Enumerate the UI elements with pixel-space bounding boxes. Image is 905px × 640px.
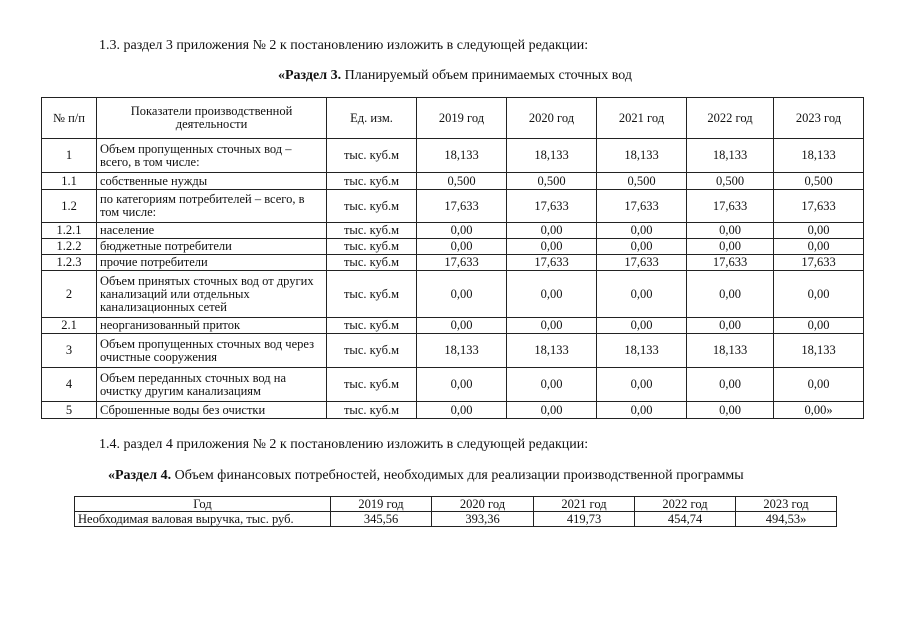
row-number: 1.2.1	[42, 223, 97, 239]
row-value: 0,00	[507, 402, 597, 419]
table1-row	[42, 334, 864, 368]
table2-header-2020: 2020 год	[432, 497, 534, 512]
row-unit: тыс. куб.м	[327, 190, 417, 223]
table2-header-2019: 2019 год	[331, 497, 432, 512]
row-indicator: неорганизованный приток	[97, 318, 327, 334]
table2-row-name: Необходимая валовая выручка, тыс. руб.	[75, 512, 331, 527]
row-value: 18,133	[417, 334, 507, 368]
table1-header-2019: 2019 год	[417, 98, 507, 139]
table2-header-row	[75, 497, 837, 512]
row-indicator: по категориям потребителей – всего, в том числе:	[97, 190, 327, 223]
row-value: 18,133	[774, 334, 864, 368]
row-value: 0,500	[507, 173, 597, 190]
row-value: 18,133	[597, 334, 687, 368]
row-value: 0,00	[774, 368, 864, 402]
row-value: 0,00	[417, 239, 507, 255]
row-value: 0,500	[597, 173, 687, 190]
row-number: 1.2.2	[42, 239, 97, 255]
row-value: 17,633	[597, 255, 687, 271]
table1-title-rest: Планируемый объем принимаемых сточных вод	[341, 68, 632, 83]
row-value: 0,00	[507, 318, 597, 334]
row-value: 0,00	[687, 402, 774, 419]
row-value: 0,00	[417, 318, 507, 334]
table2-header-2022: 2022 год	[635, 497, 736, 512]
row-indicator: прочие потребители	[97, 255, 327, 271]
row-unit: тыс. куб.м	[327, 239, 417, 255]
row-value: 0,500	[687, 173, 774, 190]
row-indicator: Объем пропущенных сточных вод – всего, в том числе:	[97, 139, 327, 173]
row-value: 0,00	[507, 223, 597, 239]
table1-row	[42, 271, 864, 318]
row-value: 0,00»	[774, 402, 864, 419]
row-value: 18,133	[687, 334, 774, 368]
row-number: 1.2	[42, 190, 97, 223]
table1-row	[42, 190, 864, 223]
table1-row	[42, 318, 864, 334]
row-value: 0,00	[507, 368, 597, 402]
row-value: 0,00	[597, 239, 687, 255]
row-value: 18,133	[687, 139, 774, 173]
row-number: 1	[42, 139, 97, 173]
row-value: 18,133	[774, 139, 864, 173]
table2-value-2023: 494,53»	[736, 512, 837, 527]
row-value: 0,00	[597, 318, 687, 334]
row-number: 2.1	[42, 318, 97, 334]
table2-header-2023: 2023 год	[736, 497, 837, 512]
row-value: 0,500	[417, 173, 507, 190]
row-indicator: Сброшенные воды без очистки	[97, 402, 327, 419]
row-number: 2	[42, 271, 97, 318]
row-unit: тыс. куб.м	[327, 402, 417, 419]
row-unit: тыс. куб.м	[327, 334, 417, 368]
row-indicator: население	[97, 223, 327, 239]
table1-row	[42, 368, 864, 402]
table1-header-2021: 2021 год	[597, 98, 687, 139]
row-value: 0,00	[597, 368, 687, 402]
row-value: 0,00	[417, 368, 507, 402]
row-indicator: бюджетные потребители	[97, 239, 327, 255]
row-value: 18,133	[507, 139, 597, 173]
table1-header-2020: 2020 год	[507, 98, 597, 139]
table2-header-year: Год	[75, 497, 331, 512]
row-indicator: Объем пропущенных сточных вод через очистные сооружения	[97, 334, 327, 368]
row-indicator: Объем принятых сточных вод от других канализаций или отдельных канализационных сетей	[97, 271, 327, 318]
table1-header-num: № п/п	[42, 98, 97, 139]
table2-value-2019: 345,56	[331, 512, 432, 527]
row-unit: тыс. куб.м	[327, 271, 417, 318]
row-value: 17,633	[687, 255, 774, 271]
table1-row	[42, 239, 864, 255]
table2-header-2021: 2021 год	[534, 497, 635, 512]
table1-row	[42, 173, 864, 190]
table1-title	[278, 68, 632, 84]
row-value: 18,133	[417, 139, 507, 173]
row-value: 0,00	[687, 239, 774, 255]
table2-value-2021: 419,73	[534, 512, 635, 527]
row-number: 1.2.3	[42, 255, 97, 271]
row-value: 0,00	[507, 271, 597, 318]
row-value: 0,00	[417, 402, 507, 419]
row-value: 0,00	[597, 271, 687, 318]
row-number: 3	[42, 334, 97, 368]
table2-row-revenue	[75, 512, 837, 527]
wastewater-volume-table	[41, 97, 864, 419]
row-value: 18,133	[507, 334, 597, 368]
section-1-3-text: 1.3. раздел 3 приложения № 2 к постановлению изложить в следующей редакции:	[99, 38, 589, 53]
row-unit: тыс. куб.м	[327, 255, 417, 271]
row-value: 17,633	[417, 255, 507, 271]
row-value: 17,633	[417, 190, 507, 223]
row-value: 17,633	[507, 255, 597, 271]
table1-row	[42, 255, 864, 271]
row-value: 0,500	[774, 173, 864, 190]
table2-title	[108, 468, 744, 484]
row-unit: тыс. куб.м	[327, 368, 417, 402]
row-value: 17,633	[774, 190, 864, 223]
table1-row	[42, 223, 864, 239]
table1-title-bold: «Раздел 3.	[278, 68, 342, 83]
row-indicator: собственные нужды	[97, 173, 327, 190]
row-value: 0,00	[774, 223, 864, 239]
row-value: 0,00	[417, 271, 507, 318]
table1-header-row	[42, 98, 864, 139]
table1-header-2022: 2022 год	[687, 98, 774, 139]
row-value: 17,633	[597, 190, 687, 223]
table2-title-rest: Объем финансовых потребностей, необходимых для реализации производственной программы	[171, 468, 744, 483]
row-value: 17,633	[774, 255, 864, 271]
row-value: 17,633	[687, 190, 774, 223]
row-number: 5	[42, 402, 97, 419]
row-number: 4	[42, 368, 97, 402]
row-value: 0,00	[597, 402, 687, 419]
row-value: 0,00	[417, 223, 507, 239]
row-number: 1.1	[42, 173, 97, 190]
row-unit: тыс. куб.м	[327, 173, 417, 190]
row-value: 0,00	[687, 318, 774, 334]
row-value: 0,00	[687, 223, 774, 239]
row-unit: тыс. куб.м	[327, 139, 417, 173]
table1-row	[42, 402, 864, 419]
row-value: 0,00	[687, 271, 774, 318]
table2-title-bold: «Раздел 4.	[108, 468, 172, 483]
row-value: 17,633	[507, 190, 597, 223]
row-indicator: Объем переданных сточных вод на очистку другим канализациям	[97, 368, 327, 402]
row-unit: тыс. куб.м	[327, 223, 417, 239]
row-value: 0,00	[774, 239, 864, 255]
row-value: 0,00	[507, 239, 597, 255]
row-value: 0,00	[774, 271, 864, 318]
row-unit: тыс. куб.м	[327, 318, 417, 334]
table1-header-unit: Ед. изм.	[327, 98, 417, 139]
table1-row	[42, 139, 864, 173]
section-1-4-text: 1.4. раздел 4 приложения № 2 к постановлению изложить в следующей редакции:	[99, 437, 589, 452]
row-value: 0,00	[597, 223, 687, 239]
row-value: 0,00	[687, 368, 774, 402]
row-value: 18,133	[597, 139, 687, 173]
table2-value-2020: 393,36	[432, 512, 534, 527]
row-value: 0,00	[774, 318, 864, 334]
table1-header-2023: 2023 год	[774, 98, 864, 139]
financial-needs-table	[74, 496, 837, 527]
table2-value-2022: 454,74	[635, 512, 736, 527]
table1-header-indicator: Показатели производственной деятельности	[97, 98, 327, 139]
